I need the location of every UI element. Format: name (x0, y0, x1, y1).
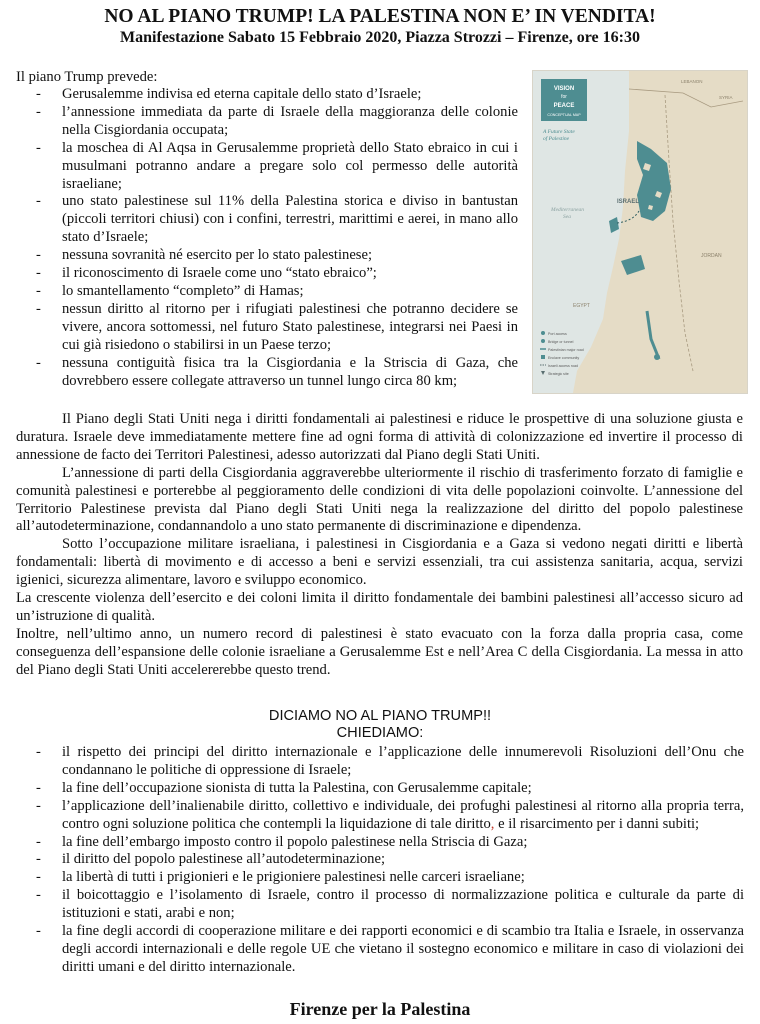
body-text (16, 411, 743, 680)
badge-text: VISION (553, 86, 575, 92)
body-paragraph: La crescente violenza dell’esercito e dei coloni limita il diritto fondamentale dei bambini palestinesi all’accesso sicuro ad un’istruzione di qualità. (16, 590, 743, 624)
legend-item: Israeli access road (548, 364, 578, 368)
plan-point: - nessun diritto al ritorno per i rifugiati palestinesi che potranno decidere se vivere, ancora sottomessi, nel futuro Stato palestinese, integrarsi nei Paesi in cui già risiedono o stabilirsi in un Paese terzo; (36, 301, 518, 355)
demand-item: - la fine dell’embargo imposto contro il popolo palestinese nella Striscia di Gaza; (36, 834, 744, 852)
country-label: ISRAEL (617, 199, 640, 205)
map-illustration (533, 71, 747, 393)
country-label: EGYPT (573, 303, 590, 309)
plan-point: - nessuna sovranità né esercito per lo stato palestinese; (36, 247, 518, 265)
map-subtitle: A Future State (543, 129, 575, 135)
legend-item: Enclave community (548, 356, 580, 360)
body-paragraph: Il Piano degli Stati Uniti nega i diritti fondamentali ai palestinesi e riduce le prospettive di una soluzione giusta e duratura. Israele deve immediatamente mettere fine ad ogni forma di attività di colonizzazione ed invertire il processo di annessione de facto dei Territori Palestinesi, adesso autorizzati dal Piano degli Stati Uniti. (16, 411, 743, 463)
demands-heading: CHIEDIAMO: (336, 725, 424, 741)
event-details: Manifestazione Sabato 15 Febbraio 2020, Piazza Strozzi – Firenze, ore 16:30 (120, 29, 640, 46)
demand-item: - il boicottaggio e l’isolamento di Israele, contro il processo di normalizzazione politica e culturale da parte di istituzioni e stati, arabi e non; (36, 887, 744, 923)
plan-point: - l’annessione immediata da parte di Israele della maggioranza delle colonie nella Cisgiordania occupata; (36, 104, 518, 140)
plan-point: - il riconoscimento di Israele come uno “stato ebraico”; (36, 265, 518, 283)
signature: Firenze per la Palestina (289, 999, 471, 1019)
map-subtitle: of Palestine (543, 136, 570, 142)
plan-points-list (36, 86, 518, 390)
legend-enclave-icon (541, 355, 545, 359)
body-paragraph: Sotto l’occupazione militare israeliana, i palestinesi in Cisgiordania e a Gaza si vedono negati diritti e libertà fondamentali: libertà di movimento e di accesso a beni e servizi essenziali, tra cui assistenza sanitaria, acqua, servizi igienici, sicurezza alimentare, lavoro e sviluppo economico. (16, 536, 743, 589)
demand-text: e il risarcimento per i danni subiti; (494, 815, 700, 832)
demand-item: - la libertà di tutti i prigionieri e le prigioniere palestinesi nelle carceri israeliane; (36, 869, 744, 887)
port-access-icon (654, 354, 660, 360)
legend-bridge-icon (541, 339, 545, 343)
demand-item: - la fine degli accordi di cooperazione militare e dei rapporti economici e di scambio tra Italia e Israele, in osservanza degli accordi internazionali e delle regole UE che vietano il sostegno economico e militare in caso di violazioni dei diritti umani e del diritto internazionale. (36, 923, 744, 977)
legend-item: Strategic site (548, 372, 569, 376)
slogan: DICIAMO NO AL PIANO TRUMP!! (268, 708, 492, 724)
sea-label: Sea (563, 214, 571, 220)
plan-point: - lo smantellamento “completo” di Hamas; (36, 283, 518, 301)
body-paragraph: L’annessione di parti della Cisgiordania aggraverebbe ulteriormente il rischio di trasferimento forzato di famiglie e comunità palestinesi e porterebbe al peggioramento delle condizioni di vita delle popolazioni coinvolte. L’annessione del Territorio Palestinese prevista dal Piano degli Stati Uniti nega la realizzazione del diritto del popolo palestinese all’autodeterminazione, condannandolo a uno stato permanente di discriminazione e dipendenza. (16, 464, 743, 535)
plan-point: - Gerusalemme indivisa ed eterna capitale dello stato d’Israele; (36, 86, 518, 104)
demands-list (36, 744, 744, 977)
sea-label: Mediterranean (551, 207, 584, 213)
demand-item (36, 798, 744, 834)
badge-text: PEACE (553, 103, 575, 109)
badge-text: for (561, 94, 567, 100)
country-label: JORDAN (701, 253, 722, 259)
body-paragraph: Inoltre, nell’ultimo anno, un numero record di palestinesi è stato evacuato con la forza dalla propria casa, come conseguenza dell’espansione delle colonie israeliane a Gerusalemme Est e nell’Area C della Cisgiordania. La messa in atto del Piano degli Stati Uniti accelererebbe questo trend. (16, 625, 743, 678)
plan-intro: Il piano Trump prevede: (16, 69, 158, 85)
country-label: SYRIA (719, 95, 733, 100)
legend-port-icon (541, 331, 545, 335)
country-label: LEBANON (681, 79, 703, 84)
demand-item: - la fine dell’occupazione sionista di tutta la Palestina, con Gerusalemme capitale; (36, 780, 744, 798)
demand-comma: , (490, 815, 495, 832)
demand-item: - il rispetto dei principi del diritto internazionale e l’applicazione delle innumerevoli Risoluzioni dell’Onu che condannano le politiche di oppressione di Israele; (36, 744, 744, 780)
demand-text: l’applicazione dell’inalienabile diritto, collettivo e individuale, dei profughi palestinesi al ritorno alla propria terra, contro ogni soluzione politica che contempli la liquidazione di tale diritto (62, 797, 744, 832)
badge-text: CONCEPTUAL MAP (547, 113, 581, 117)
legend-item: Palestinian major road (548, 348, 584, 352)
conceptual-map-image (532, 70, 748, 394)
page-title: NO AL PIANO TRUMP! LA PALESTINA NON E’ IN VENDITA! (104, 6, 656, 27)
demand-item: - il diritto del popolo palestinese all’autodeterminazione; (36, 851, 744, 869)
legend-item: Bridge or tunnel (548, 340, 574, 344)
plan-point: - la moschea di Al Aqsa in Gerusalemme proprietà dello Stato ebraico in cui i musulmani potranno andare a pregare solo col permesso delle autorità israeliane; (36, 140, 518, 194)
plan-point: - nessuna contiguità fisica tra la Cisgiordania e la Striscia di Gaza, che dovrebbero essere collegate attraverso un tunnel lungo circa 80 km; (36, 355, 518, 391)
plan-point: - uno stato palestinese sul 11% della Palestina storica e diviso in bantustan (piccoli territori chiusi) con i confini, terrestri, marittimi e aerei, in mano allo stato d’Israele; (36, 193, 518, 247)
legend-item: Port access (548, 332, 567, 336)
